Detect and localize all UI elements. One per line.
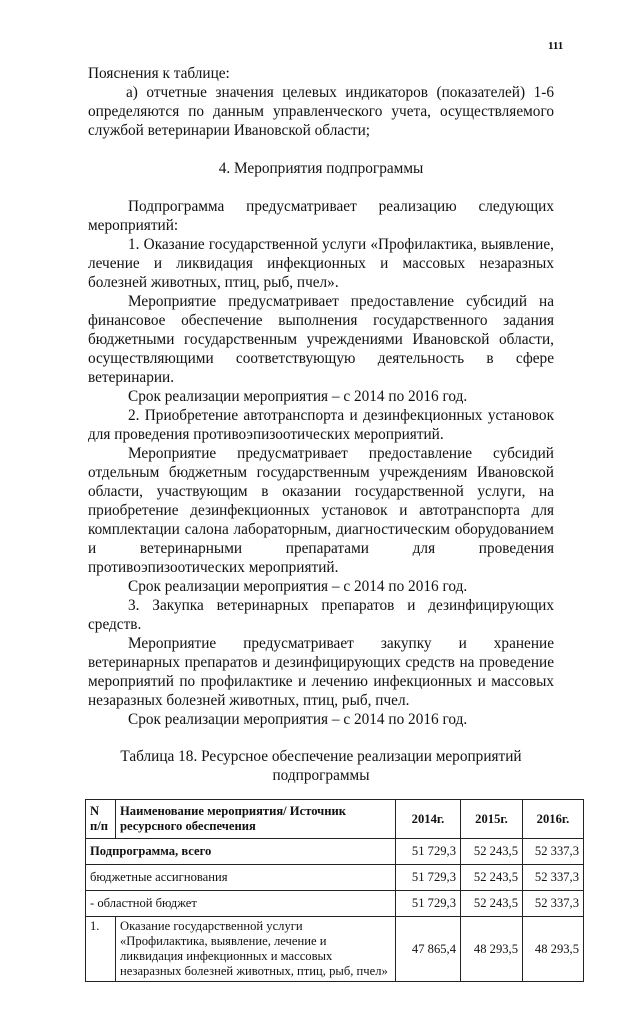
notes-title: Пояснения к таблице:: [88, 65, 230, 82]
notes-item-a: а) отчетные значения целевых индикаторов (показателей) 1-6 определяются по данным управленческого учета, осуществляемого службой ветеринарии Ивановской области;: [88, 84, 554, 139]
cell-2014: 47 865,4: [396, 917, 461, 982]
paragraph: 1. Оказание государственной услуги «Профилактика, выявление, лечение и ликвидация инфекционных и массовых незаразных болезней животных, птиц, рыб, пчел».: [88, 236, 554, 291]
cell-2015: 52 243,5: [461, 891, 523, 917]
cell-2016: 52 337,3: [523, 891, 584, 917]
header-2016: 2016г.: [523, 800, 584, 839]
cell-2016: 52 337,3: [523, 865, 584, 891]
header-name: Наименование мероприятия/ Источник ресурсного обеспечения: [116, 800, 396, 839]
row-name: бюджетные ассигнования: [86, 865, 396, 891]
paragraph: Подпрограмма предусматривает реализацию следующих мероприятий:: [88, 198, 554, 234]
document-body: [88, 64, 554, 729]
cell-2016: 48 293,5: [523, 917, 584, 982]
paragraph: Мероприятие предусматривает предоставление субсидий отдельным бюджетным государственным учреждениям Ивановской области, участвующим в оказании государственной услуги, на приобретение дезинфекционных установок и автотранспорта для комплектации салона лабораторным, диагностическим оборудованием и ветеринарными препаратами для проведения противоэпизоотических мероприятий.: [88, 445, 554, 576]
paragraph: Срок реализации мероприятия – с 2014 по 2016 год.: [128, 388, 468, 405]
page-number: 111: [548, 40, 564, 52]
row-num: 1.: [86, 917, 116, 982]
cell-2014: 51 729,3: [396, 839, 461, 865]
cell-2015: 52 243,5: [461, 865, 523, 891]
cell-2015: 52 243,5: [461, 839, 523, 865]
table-row: [86, 917, 584, 982]
table-title: Таблица 18. Ресурсное обеспечение реализации мероприятий подпрограммы: [120, 748, 522, 784]
paragraph: Срок реализации мероприятия – с 2014 по 2016 год.: [128, 711, 468, 728]
paragraph: Мероприятие предусматривает предоставление субсидий на финансовое обеспечение выполнения государственного задания бюджетными государственным учреждениями Ивановской области, осуществляющими соответствующую деятельность в сфере ветеринарии.: [88, 293, 554, 386]
row-name: Оказание государственной услуги «Профилактика, выявление, лечение и ликвидация инфекционных и массовых незаразных болезней животных, птиц, рыб, пчел»: [116, 917, 396, 982]
table-row: [86, 839, 584, 865]
cell-2016: 52 337,3: [523, 839, 584, 865]
cell-2014: 51 729,3: [396, 891, 461, 917]
cell-2014: 51 729,3: [396, 865, 461, 891]
row-name: Подпрограмма, всего: [86, 839, 396, 865]
row-name: - областной бюджет: [86, 891, 396, 917]
paragraph: 2. Приобретение автотранспорта и дезинфекционных установок для проведения противоэпизоотических мероприятий.: [88, 407, 554, 443]
resource-table: [85, 799, 584, 982]
table-row: [86, 865, 584, 891]
paragraph: 3. Закупка ветеринарных препаратов и дезинфицирующих средств.: [88, 597, 554, 633]
paragraph: Срок реализации мероприятия – с 2014 по 2016 год.: [128, 578, 468, 595]
table-row: [86, 891, 584, 917]
header-2015: 2015г.: [461, 800, 523, 839]
cell-2015: 48 293,5: [461, 917, 523, 982]
header-num: N п/п: [86, 800, 116, 839]
section-heading: 4. Мероприятия подпрограммы: [218, 160, 424, 177]
table-header-row: [86, 800, 584, 839]
header-2014: 2014г.: [396, 800, 461, 839]
paragraph: Мероприятие предусматривает закупку и хранение ветеринарных препаратов и дезинфицирующих средств на проведение мероприятий по профилактике и лечению инфекционных и массовых незаразных болезней животных, птиц, рыб, пчел.: [88, 635, 554, 709]
